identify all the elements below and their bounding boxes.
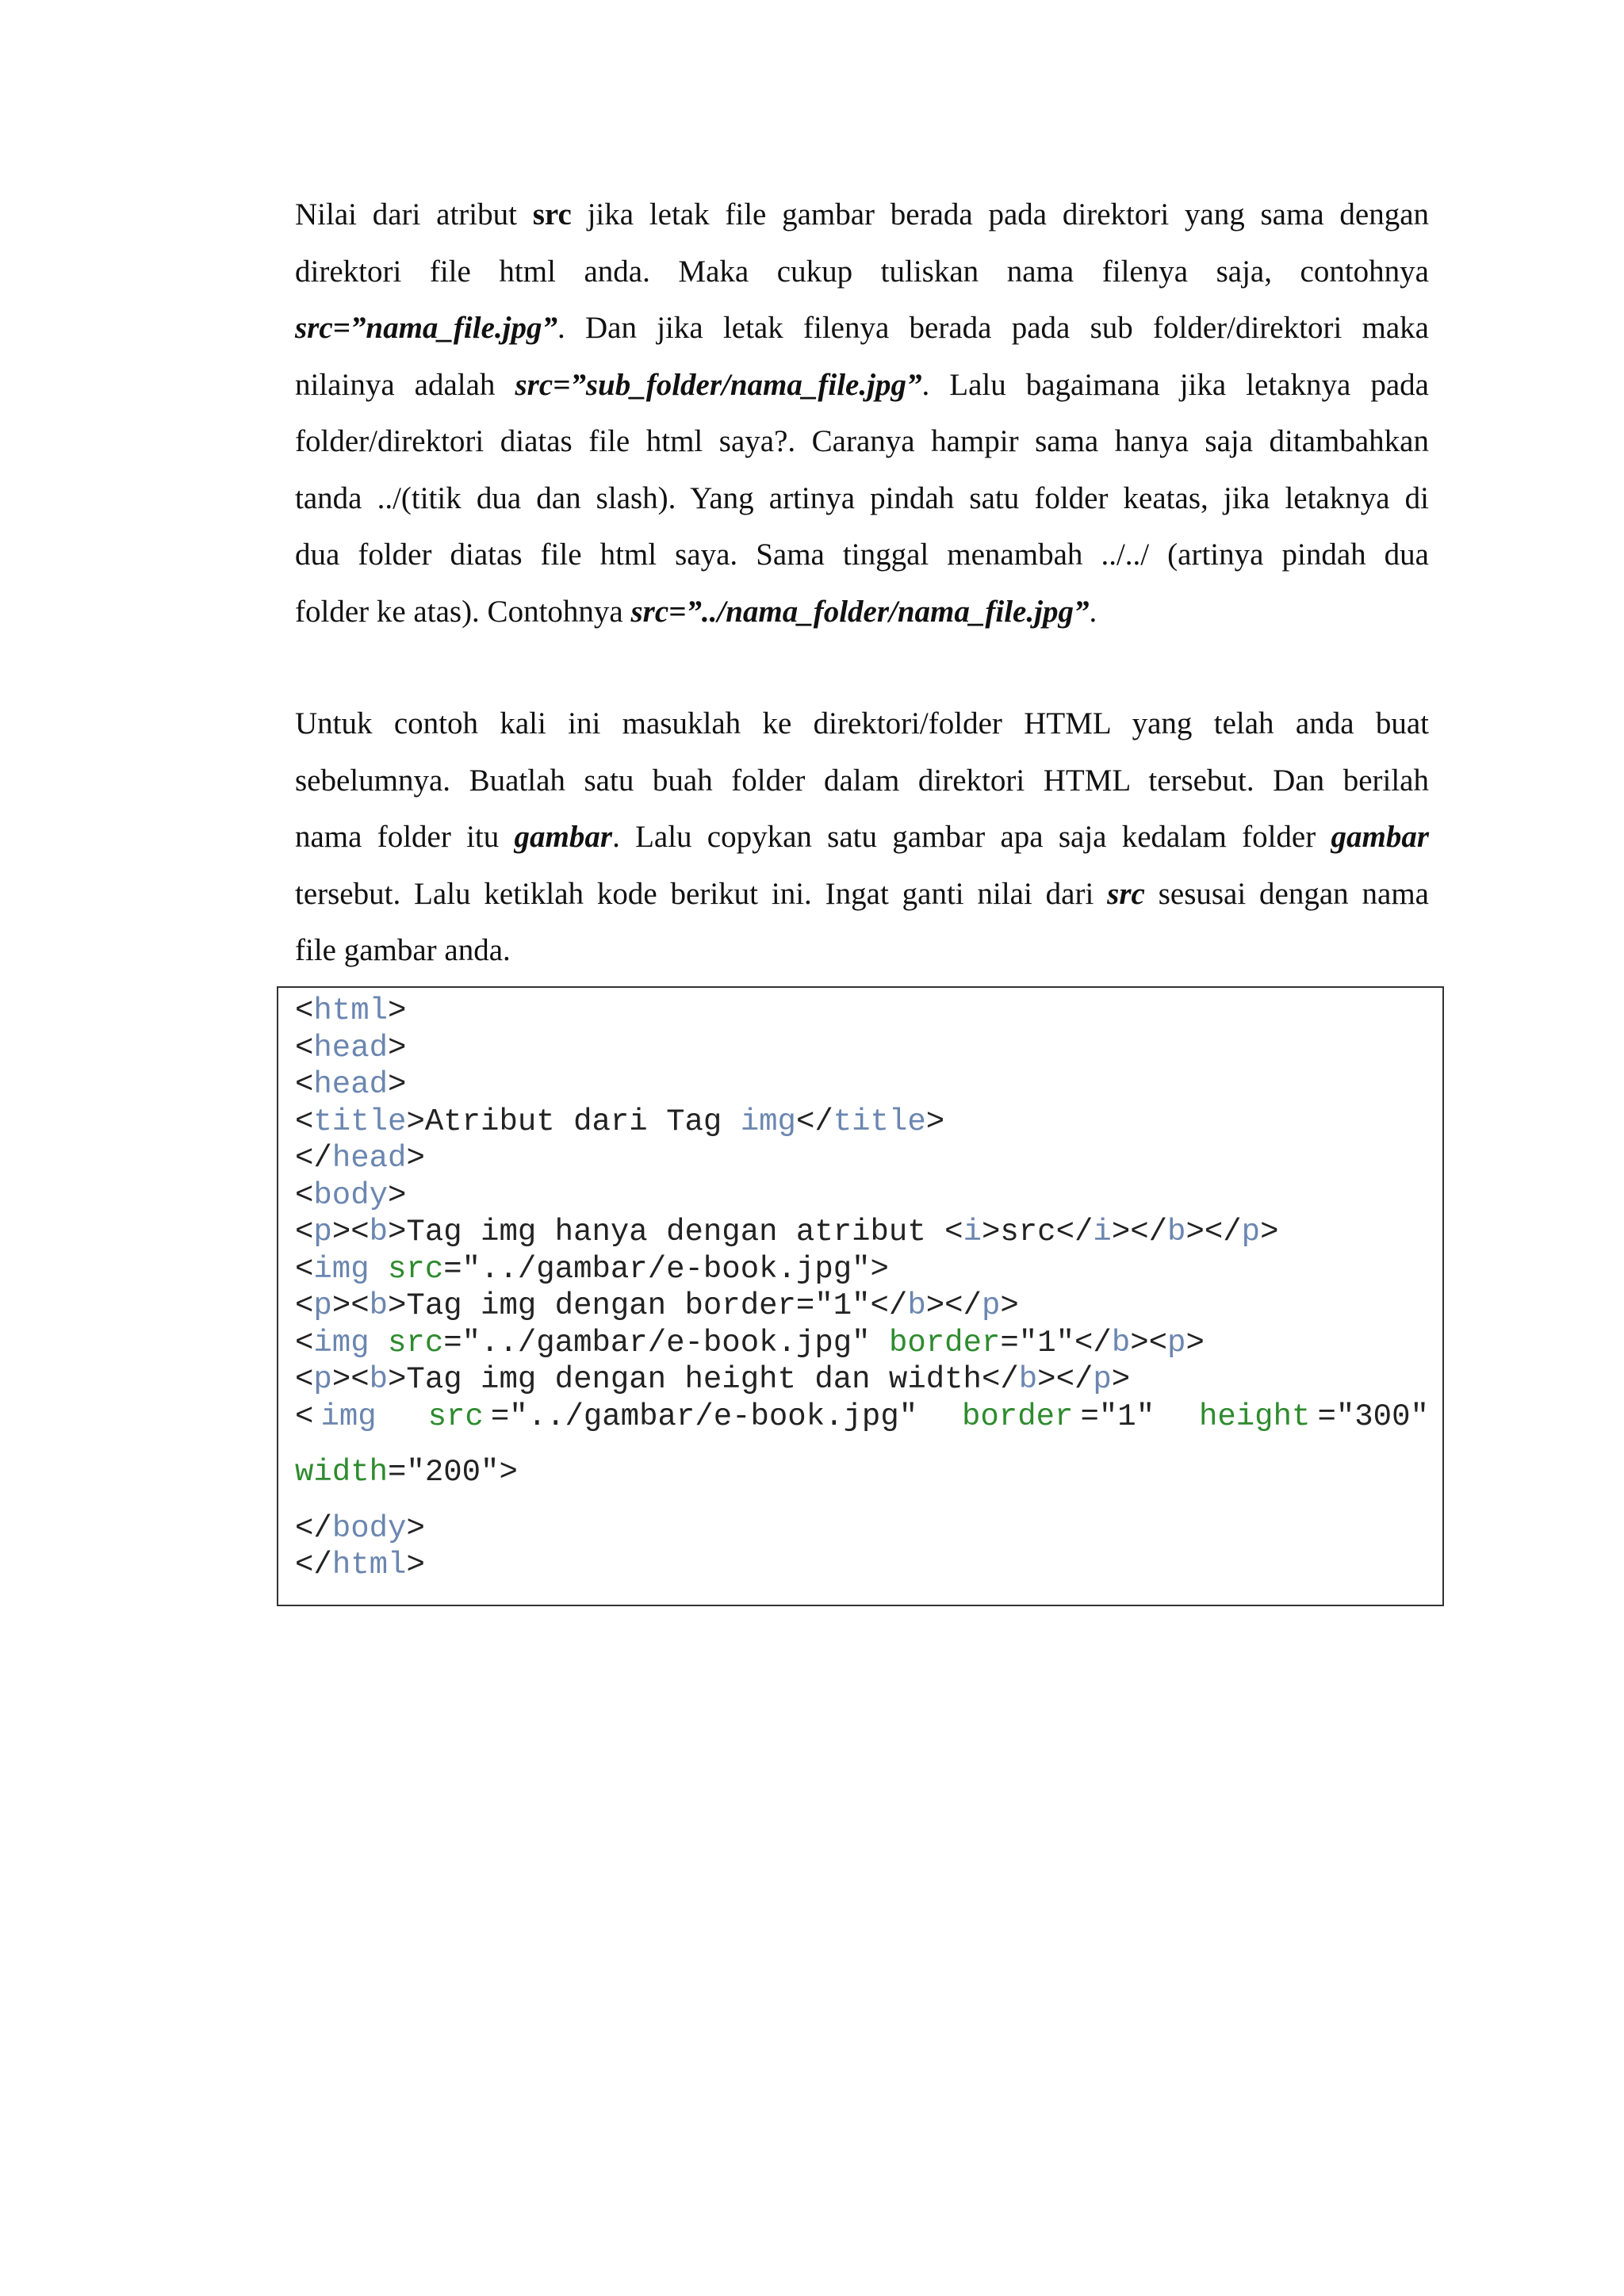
code-text: >< [331, 1288, 370, 1323]
text-run: direktori file html anda. Maka cukup tuliskan nama filenya saja, contohnya [295, 254, 1429, 289]
code-text: ="../gambar/e-book.jpg" [443, 1325, 889, 1360]
code-tag-name: b [369, 1362, 389, 1397]
code-text: >Tag img hanya dengan atribut < [388, 1215, 963, 1249]
text-run: file gambar anda. [295, 933, 511, 967]
code-text [384, 1399, 421, 1436]
code-text: >Atribut dari Tag [406, 1104, 741, 1139]
text-run: folder/direktori diatas file html saya?. Caranya hampir sama hanya saja ditambahkan [295, 424, 1429, 458]
code-text: > [1000, 1288, 1019, 1323]
code-tag-name: p [1167, 1325, 1186, 1360]
paragraph-instructions [295, 695, 1429, 979]
code-text: ></ [925, 1288, 982, 1323]
code-attribute: border [888, 1325, 1001, 1360]
text-run: sebelumnya. Buatlah satu buah folder dalam direktori HTML tersebut. Dan berilah [295, 763, 1429, 798]
text-run: . [1089, 594, 1097, 629]
text-run: . Lalu copykan satu gambar apa saja kedalam folder [612, 820, 1331, 854]
code-text: ="../gambar/e-book.jpg" [490, 1399, 955, 1434]
text-line [295, 695, 1429, 752]
code-text [370, 1326, 388, 1360]
code-text: </ [795, 1104, 833, 1139]
emphasis-run: src [1107, 876, 1145, 911]
text-run: . Lalu bagaimana jika letaknya pada [921, 367, 1429, 402]
code-text: < [295, 1251, 314, 1287]
code-text [370, 1252, 388, 1287]
code-text: >Tag img dengan height dan width</ [388, 1362, 1019, 1397]
text-line [295, 413, 1429, 470]
code-tag-name: head [313, 1067, 389, 1102]
code-text: > [1260, 1215, 1279, 1249]
code-tag-name: head [313, 1030, 389, 1066]
code-listing [295, 993, 1429, 1584]
code-text: </ [295, 1548, 332, 1582]
code-line [295, 1288, 1429, 1325]
code-text: ="../gambar/e-book.jpg"> [443, 1251, 889, 1287]
code-line [295, 1066, 1429, 1104]
code-text: >src</ [981, 1215, 1094, 1249]
code-text: ="300" [1317, 1399, 1429, 1434]
code-text: < [295, 1288, 314, 1323]
code-text: < [295, 1362, 314, 1397]
code-text: < [295, 1215, 314, 1249]
code-line [295, 1399, 1429, 1436]
code-text: </ [295, 1141, 332, 1176]
code-text: >< [331, 1362, 370, 1397]
code-attribute: src [427, 1399, 484, 1434]
text-run: nama folder itu [295, 820, 515, 854]
code-tag-name: p [313, 1288, 332, 1323]
code-text: >< [1130, 1325, 1168, 1360]
code-text: < [295, 1030, 314, 1066]
text-line [295, 922, 1429, 979]
code-tag-name: i [1093, 1215, 1112, 1249]
code-text: > [1111, 1362, 1131, 1397]
code-text: > [406, 1510, 425, 1546]
code-attribute: border [962, 1399, 1074, 1434]
code-tag-name: i [963, 1215, 982, 1249]
code-text: > [1185, 1325, 1205, 1360]
text-run: nilainya adalah [295, 367, 515, 402]
code-text: >< [331, 1215, 370, 1249]
code-tag-name: img [740, 1104, 796, 1139]
code-tag-name: html [331, 1548, 407, 1582]
code-line [295, 993, 1429, 1030]
code-attribute: src [388, 1251, 444, 1287]
code-line [295, 1547, 1429, 1584]
code-tag-name: title [313, 1104, 407, 1139]
code-tag-name: b [1018, 1362, 1038, 1397]
code-tag-name: p [313, 1362, 332, 1397]
code-line [295, 1177, 1429, 1215]
bold-run: src [532, 197, 572, 232]
code-line [295, 1140, 1429, 1177]
text-line [295, 470, 1429, 527]
text-run: sesusai dengan nama [1144, 876, 1429, 911]
text-run: . Dan jika letak filenya berada pada sub folder/direktori maka [557, 311, 1429, 345]
code-tag-name: p [313, 1215, 332, 1249]
emphasis-run: gambar [1331, 820, 1430, 854]
code-text: > [388, 993, 407, 1028]
paragraph-src-explanation [295, 186, 1429, 640]
code-text: ="1" [1080, 1399, 1192, 1434]
code-line [295, 1361, 1429, 1399]
emphasis-run: src=”../nama_folder/nama_file.jpg” [630, 594, 1090, 629]
code-tag-name: img [313, 1251, 370, 1287]
code-tag-name: b [907, 1288, 926, 1323]
text-line [295, 186, 1429, 243]
text-line [295, 866, 1429, 923]
code-text: < [295, 1067, 314, 1102]
code-attribute: src [388, 1325, 444, 1360]
code-text: > [388, 1030, 407, 1066]
code-text: > [925, 1104, 945, 1139]
code-text: < [295, 1177, 314, 1213]
code-line [295, 1510, 1429, 1548]
code-listing-box [277, 986, 1444, 1606]
code-tag-name: b [1167, 1215, 1186, 1249]
code-tag-name: b [1111, 1325, 1131, 1360]
text-line [295, 752, 1429, 809]
code-tag-name: img [313, 1325, 370, 1360]
code-tag-name: html [313, 993, 389, 1028]
code-text: > [406, 1141, 425, 1176]
text-run: dua folder diatas file html saya. Sama tinggal menambah ../../ (artinya pindah dua [295, 538, 1429, 572]
text-run: Untuk contoh kali ini masuklah ke direktori/folder HTML yang telah anda buat [295, 706, 1429, 740]
code-tag-name: img [320, 1399, 377, 1434]
code-text: ></ [1037, 1362, 1094, 1397]
text-line [295, 526, 1429, 584]
text-run: folder ke atas). Contohnya [295, 594, 631, 629]
code-tag-name: body [313, 1177, 389, 1213]
code-text: < [295, 1104, 314, 1139]
code-text: >Tag img dengan border="1"</ [388, 1288, 908, 1323]
emphasis-run: src=”nama_file.jpg” [295, 311, 557, 345]
code-text: ></ [1111, 1215, 1168, 1249]
text-line [295, 243, 1429, 300]
code-line [295, 1454, 1429, 1491]
code-text: </ [295, 1510, 332, 1546]
code-tag-name: p [981, 1288, 1001, 1323]
code-line [295, 1214, 1429, 1251]
text-run: jika letak file gambar berada pada direktori yang sama dengan [571, 197, 1430, 232]
code-line [295, 1104, 1429, 1141]
code-tag-name: p [1241, 1215, 1261, 1249]
code-text: < [295, 1325, 314, 1360]
text-line [295, 809, 1429, 866]
code-line [295, 1251, 1429, 1288]
code-tag-name: p [1093, 1362, 1112, 1397]
code-attribute: height [1198, 1399, 1311, 1434]
text-run: tersebut. Lalu ketiklah kode berikut ini. Ingat ganti nilai dari [295, 876, 1108, 911]
code-tag-name: body [331, 1510, 407, 1546]
code-text: ></ [1185, 1215, 1242, 1249]
code-text: < [295, 993, 314, 1028]
code-line [295, 1030, 1429, 1067]
text-run: tanda ../(titik dua dan slash). Yang artinya pindah satu folder keatas, jika letaknya di [295, 480, 1429, 515]
emphasis-run: gambar [514, 820, 613, 854]
code-attribute: width [295, 1455, 389, 1490]
code-line [295, 1325, 1429, 1362]
code-text: ="200"> [388, 1455, 518, 1490]
text-line [295, 357, 1429, 414]
code-text: > [388, 1177, 407, 1213]
text-run: Nilai dari atribut [295, 197, 533, 232]
code-text: < [295, 1399, 314, 1434]
text-line [295, 300, 1429, 357]
code-text: ="1"</ [1000, 1325, 1112, 1360]
code-tag-name: b [369, 1288, 389, 1323]
code-text: > [406, 1548, 425, 1582]
code-tag-name: head [331, 1141, 407, 1176]
text-line [295, 584, 1429, 641]
code-text: > [388, 1067, 407, 1102]
code-tag-name: b [369, 1215, 389, 1249]
code-tag-name: title [833, 1104, 926, 1139]
emphasis-run: src=”sub_folder/nama_file.jpg” [515, 367, 922, 402]
